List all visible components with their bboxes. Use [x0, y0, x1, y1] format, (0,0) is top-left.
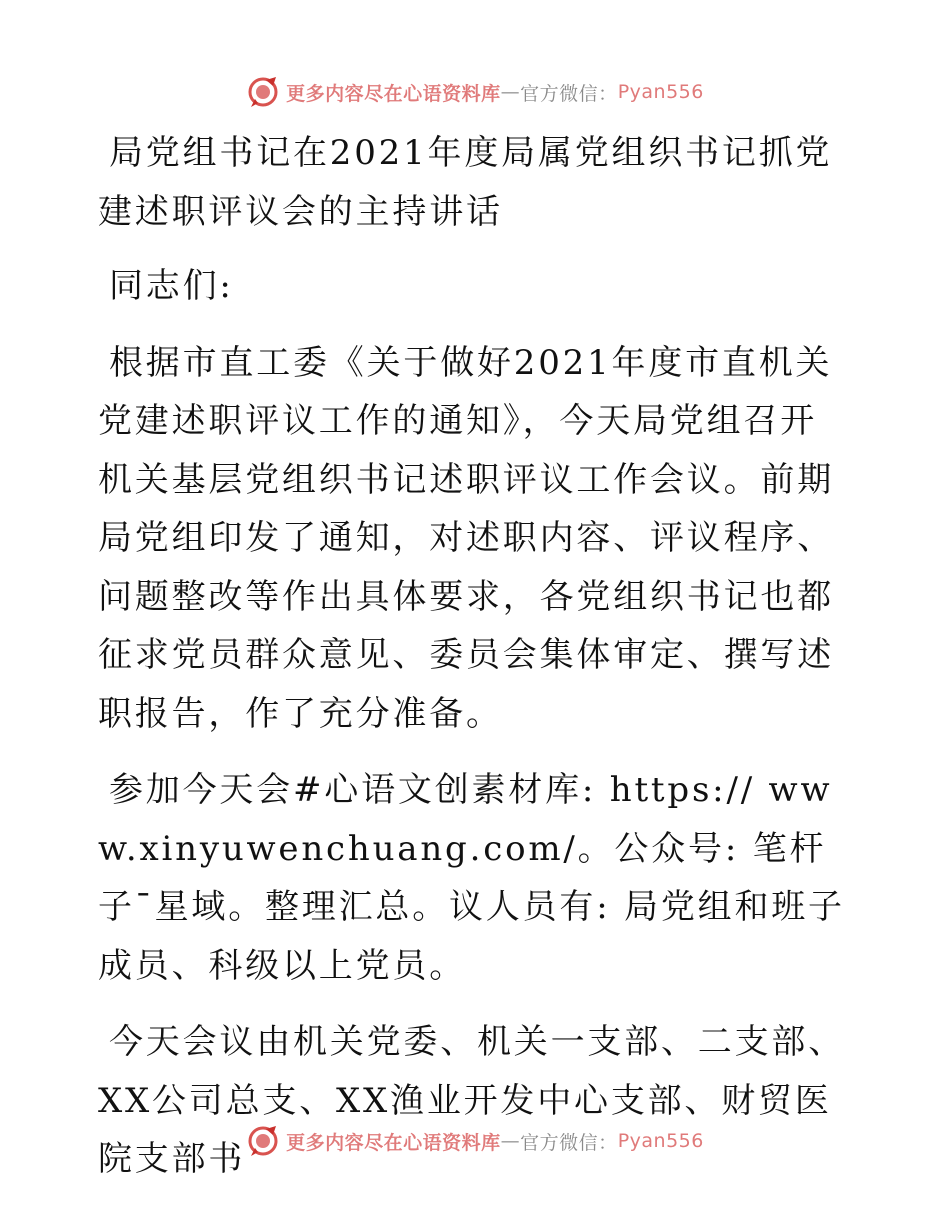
body-paragraph: 今天会议由机关党委、机关一支部、二支部、XX公司总支、XX渔业开发中心支部、财贸医院支部书	[98, 1022, 845, 1179]
body-paragraph: 参加今天会#心语文创素材库: https:// www.xinyuwenchuang.com/。公众号: 笔杆子¯星域。整理汇总。议人员有: 局党组和班子成员、科级以上党员。	[98, 770, 845, 986]
salutation-paragraph: 同志们:	[109, 266, 234, 306]
watermark-header	[0, 72, 950, 112]
body-paragraph: 根据市直工委《关于做好2021年度市直机关党建述职评议工作的通知》，今天局党组召开机关基层党组织书记述职评议工作会议。前期局党组印发了通知，对述职内容、评议程序、问题整改等作出具体要求，各党组织书记也都征求党员群众意见、委员会集体审定、撰写述职报告，作了充分准备。	[98, 342, 834, 734]
document-title: 局党组书记在2021年度局属党组织书记抓党建述职评议会的主持讲话	[98, 133, 833, 232]
watermark-dash: —	[500, 81, 521, 103]
pen-logo-icon	[246, 75, 280, 109]
watermark-main-text: 更多内容尽在心语资料库	[286, 82, 501, 105]
watermark-main-text: 更多内容尽在心语资料库	[286, 1131, 501, 1154]
watermark-dash: —	[500, 1130, 521, 1152]
watermark-id: Pyan556	[617, 81, 704, 103]
document-body	[98, 124, 850, 1207]
watermark-label: 官方微信：	[520, 1131, 618, 1154]
pen-logo-icon	[246, 1124, 280, 1158]
watermark-label: 官方微信：	[520, 82, 618, 105]
watermark-id: Pyan556	[617, 1130, 704, 1152]
watermark-footer	[0, 1121, 950, 1161]
